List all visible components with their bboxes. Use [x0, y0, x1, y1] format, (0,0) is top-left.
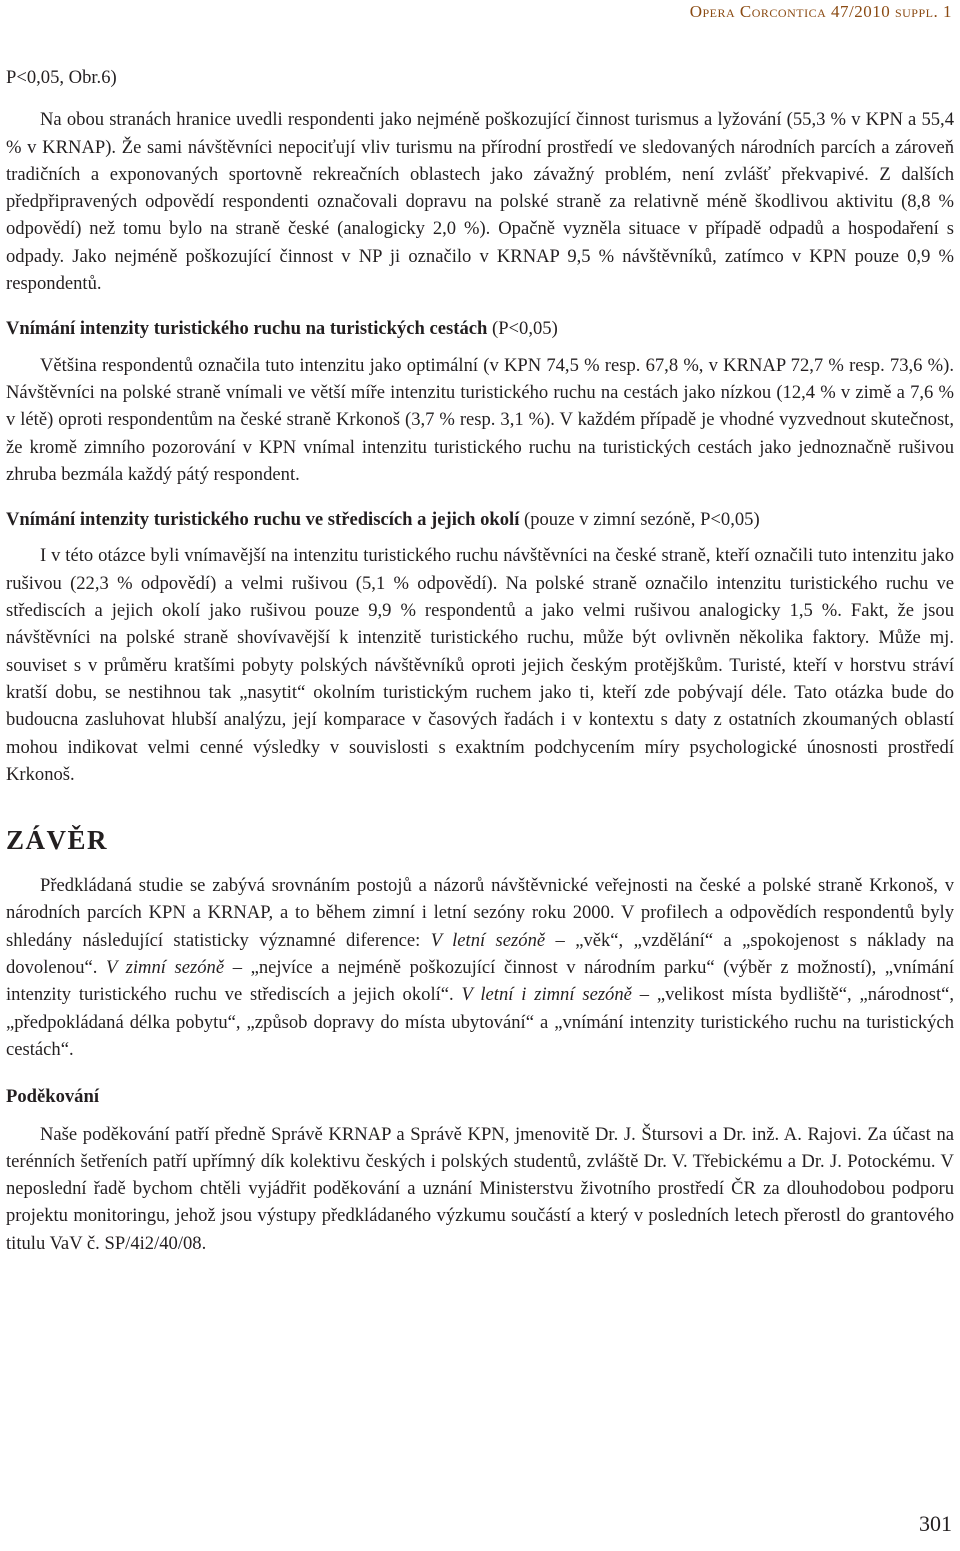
subsection-title-trails	[6, 315, 954, 342]
page-number: 301	[919, 1511, 952, 1536]
section-title-conclusion: ZÁVĚR	[6, 825, 109, 856]
running-header: Opera Corcontica 47/2010 suppl. 1	[689, 2, 952, 21]
subsection-title-trails-note: (P<0,05)	[487, 318, 558, 340]
subsection-title-centres-note: (pouze v zimní sezóně, P<0,05)	[519, 509, 760, 531]
subsection-title-trails-bold: Vnímání intenzity turistického ruchu na turistických cestách	[6, 318, 488, 340]
conclusion-text-4: – „velikost místa bydliště“, „národnost“, „předpokládaná délka pobytu“, „způsob dopravy do místa ubytování“ a „vnímání intenzity turistického ruchu na turistických cestách“.	[6, 984, 955, 1060]
subsection-title-centres	[6, 506, 954, 533]
conclusion-text-2: – „věk“, „vzdělání“ a „spokojenost s náklady na dovolenou“.	[6, 929, 955, 979]
paragraph-conclusion	[6, 872, 954, 1063]
conclusion-summer-label: V letní sezóně	[430, 929, 546, 951]
paragraph-intro: P<0,05, Obr.6)	[6, 67, 117, 88]
section-title-acknowledgement: Poděkování	[6, 1086, 99, 1108]
conclusion-text-1: Předkládaná studie se zabývá srovnáním postojů a názorů návštěvnické veřejnosti na české a polské straně Krkonoš, v národních parcích KPN a KRNAP, a to během zimní i letní sezóny roku 2000. V profilech a odpovědích respondentů byly shledány následující statisticky významné diference:	[6, 875, 954, 951]
subsection-title-centres-bold: Vnímání intenzity turistického ruchu ve střediscích a jejich okolí	[6, 509, 520, 531]
conclusion-winter-label: V zimní sezóně	[106, 957, 225, 979]
conclusion-both-label: V letní i zimní sezóně	[461, 984, 632, 1006]
paragraph-centres: I v této otázce byli vnímavější na intenzitu turistického ruchu návštěvníci na české straně, kteří označili tuto intenzitu jako rušivou (22,3 % odpovědí) a velmi rušivou (5,1 % odpovědí). Na polské straně označilo intenzitu turistického ruchu ve střediscích a jejich okolí jako rušivou pouze 9,9 % respondentů a jako velmi rušivou analogicky 1,5 %. Fakt, že jsou návštěvníci na polské straně shovívavější k intenzitě turistického ruchu, může být ovlivněn několika faktory. Může mj. souviset s v průměru kratšími pobyty polských návštěvníků oproti jejich českým protějškům. Turisté, kteří v horstvu stráví kratší dobu, se nestihnou tak „nasytit“ okolním turistickým ruchem jako ti, kteří zde pobývají déle. Tato otázka bude do budoucna zasluhovat hlubší analýzu, její komparace v časových řadách i v kontextu s daty z ostatních zkoumaných oblastí mohou indikovat velmi cenné výsledky v souvislosti s exaktním podchycením míry psychologické únosnosti prostředí Krkonoš.	[6, 545, 954, 785]
conclusion-text-3: – „nejvíce a nejméně poškozující činnost v národním parku“ (výběr z možností), „vnímání intenzity turistického ruchu ve střediscích a jejich okolí“.	[6, 957, 955, 1006]
paragraph-least-damaging-activity: Na obou stranách hranice uvedli respondenti jako nejméně poškozující činnost turismus a lyžování (55,3 % v KPN a 55,4 % v KRNAP). Že sami návštěvníci nepociťují vliv turismu na přírodní prostředí ve sledovaných národních parcích a zároveň tradičních a exponovaných sportovně rekreačních oblastech jako závažný problém, není zvlášť překvapivé. Z dalších předpřipravených odpovědí respondenti označovali dopravu na polské straně za relativně méně škodlivou aktivitu (8,8 % odpovědí) než tomu bylo na straně české (analogicky 2,0 %). Opačně vyzněla situace v případě odpadů a hospodaření s odpady. Jako nejméně poškozující činnost v NP ji označilo v KRNAP 9,5 % návštěvníků, zatímco v KPN pouze 0,9 % respondentů.	[6, 109, 954, 295]
paragraph-trails: Většina respondentů označila tuto intenzitu jako optimální (v KPN 74,5 % resp. 67,8 %, v KRNAP 72,7 % resp. 73,6 %). Návštěvníci na polské straně vnímali ve větší míře intenzitu turistického ruchu na cestách jako nízkou (12,4 % v zimě a 7,6 % v létě) oproti respondentům na české straně Krkonoš (3,7 % resp. 3,1 %). V každém případě je vhodné vyzvednout skutečnost, že kromě zimního pozorování v KPN vnímal intenzitu turistického ruchu na turistických cestách jako jednoznačně rušivou zhruba bezmála každý pátý respondent.	[6, 354, 954, 485]
paragraph-acknowledgement: Naše poděkování patří předně Správě KRNAP a Správě KPN, jmenovitě Dr. J. Štursovi a Dr. inž. A. Rajovi. Za účast na terénních šetřeních patří upřímný dík kolektivu českých i polských studentů, zvláště Dr. V. Třebickému a Dr. J. Potockému. V neposlední řadě bychom chtěli vyjádřit poděkování a uznání Ministerstvu životního prostředí ČR za dlouhodobou podporu projektu monitoringu, jehož jsou výstupy předkládaného výzkumu součástí a který v posledních letech přerostl do grantového titulu VaV č. SP/4i2/40/08.	[6, 1123, 954, 1254]
article-body	[6, 64, 954, 1257]
